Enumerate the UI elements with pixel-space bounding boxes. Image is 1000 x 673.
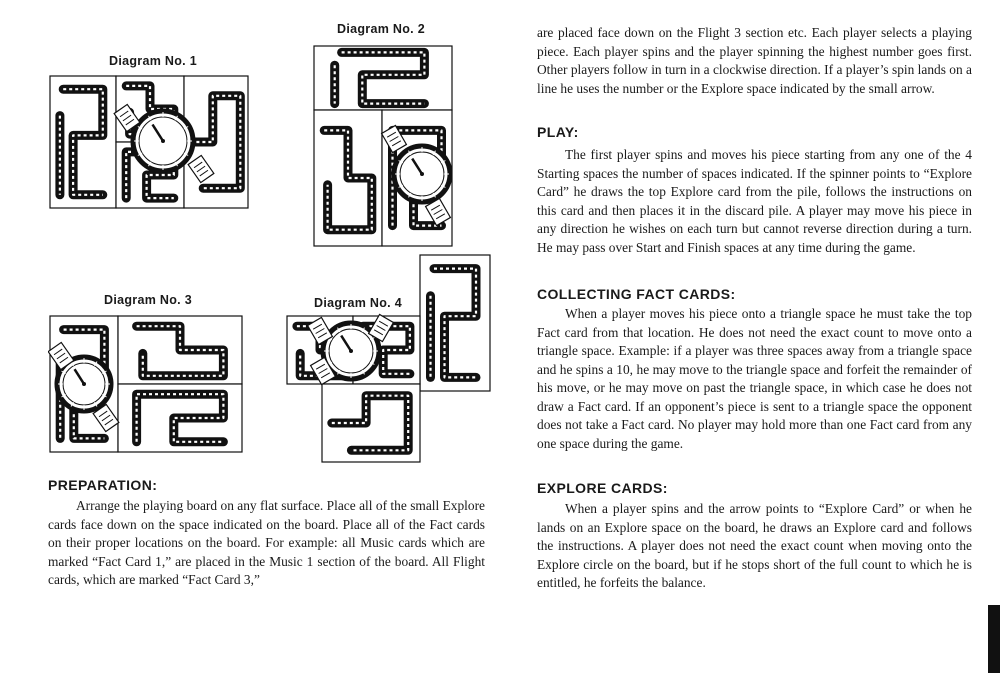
diagram-1-board [48, 74, 250, 210]
spinner-dial [133, 111, 193, 171]
collecting-heading: COLLECTING FACT CARDS: [537, 286, 736, 302]
explore-heading: EXPLORE CARDS: [537, 480, 668, 496]
spinner-dial [394, 146, 450, 202]
diagram-1-label: Diagram No. 1 [109, 54, 197, 68]
diagram-2-board [312, 44, 454, 248]
board-panel [314, 110, 382, 246]
diagram-3-board [48, 314, 244, 454]
board-panel [50, 76, 116, 208]
board-panel [314, 46, 452, 110]
preparation-heading: PREPARATION: [48, 477, 158, 493]
collecting-text: When a player moves his piece onto a triangle space he must take the top Fact card from that location. He does not need the exact count to move onto a triangle space. Example: if a player was three spaces away from a triangle space and he spins a 10, he may move to the triangle space and forfeit the remainder of his move, or he may move on past the triangle space, in which case he does not draw a Fact card. If an opponent’s piece is sent to a triangle space the opponent does not take a Fact card. No player may hold more than one Fact card from any one space during the game. [537, 306, 972, 451]
play-heading: PLAY: [537, 124, 579, 140]
explore-text: When a player spins and the arrow points to “Explore Card” or when he lands on an Explore space on the board, he draws an Explore card and follows the instructions. A player does not need the exact count when moving onto the Explore circle on the board, but if he stops short of the full count to which he is entitled, he forfeits the balance. [537, 501, 972, 590]
intro-text: are placed face down on the Flight 3 section etc. Each player selects a playing piece. Each player spins and the player spinning the highest number goes first. Other players follow in turn in a clockwise direction. If a player’s spin lands on a line he uses the number or the Explore space indicated by the small arrow. [537, 25, 972, 96]
board-panel [118, 384, 242, 452]
diagram-4-board [285, 253, 495, 465]
board-panel [322, 384, 420, 462]
page-edge-bar [988, 605, 1000, 673]
play-text: The first player spins and moves his piece starting from any one of the 4 Starting spaces the number of spaces indicated. If the spinner points to “Explore Card” he draws the top Explore card from the pile, follows the instructions on this card and then places it in the discard pile. A player may move his piece in any direction he wishes on each turn but cannot reverse direction during a turn. He may pass over Start and Finish spaces at any time during the game. [537, 147, 972, 255]
board-panel [420, 255, 490, 391]
diagram-3-label: Diagram No. 3 [104, 293, 192, 307]
diagram-2-label: Diagram No. 2 [337, 22, 425, 36]
board-panel [118, 316, 242, 384]
diagram-4-label: Diagram No. 4 [314, 296, 402, 310]
preparation-text: Arrange the playing board on any flat surface. Place all of the small Explore cards face down on the space indicated on the board. Place all of the Fact cards on their proper locations on the board. For example: all Music cards which are marked “Fact Card 1,” are placed in the Music 1 section of the board. All Flight cards, which are marked “Fact Card 3,” [48, 498, 485, 587]
